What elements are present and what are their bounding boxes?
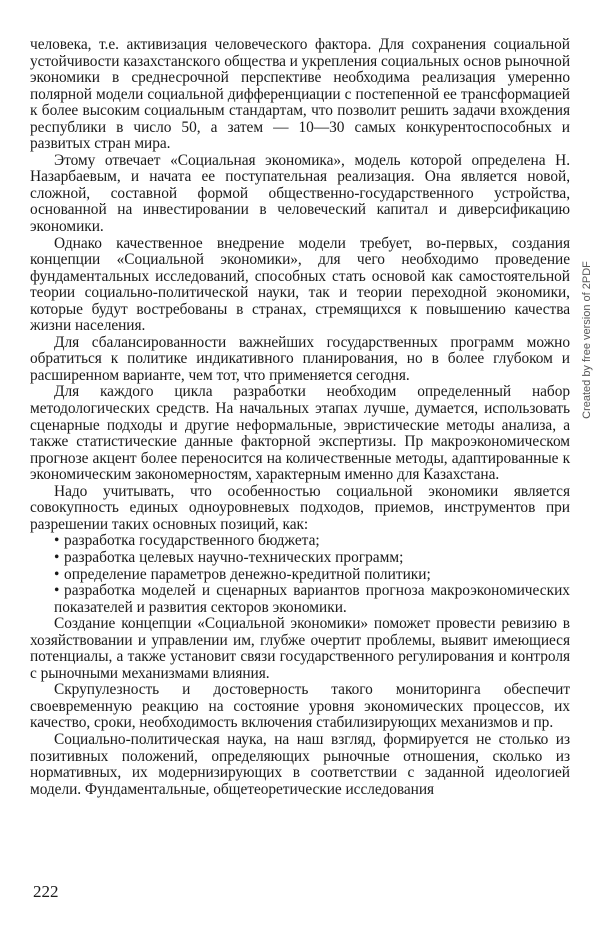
paragraph-5: Для каждого цикла разработки необходим определенный набор методологических средств. На начальных этапах лучше, думается, использовать сценарные подходы и другие неформальные, эвристические методы анализа, а также статистические данные факторной экспертизы. Пр макроэкономическом прогнозе акцент более переносится на количественные методы, адаптированные к экономическим закономерностям, характерным именно для Казахстана. (30, 383, 570, 484)
watermark (576, 230, 598, 450)
paragraph-4: Для сбалансированности важнейших государственных программ можно обратиться к политике индикативного планирования, но в более глубоком и расширенном варианте, чем тот, что применяется сегодня. (30, 333, 570, 384)
paragraph-6: Надо учитывать, что особенностью социальной экономики является совокупность единых одноуровневых подходов, приемов, инструментов при разрешении таких основных позиций, как: (30, 482, 570, 533)
bullet-icon: • (54, 582, 60, 600)
bullet-icon: • (54, 532, 60, 550)
bullet-item (30, 550, 570, 567)
paragraph-2: Этому отвечает «Социальная экономика», модель которой определена Н. Назарбаевым, и начата ее поступательная реализация. Она является новой, сложной, составной формой общественно-государственного устройства, основанной на инвестировании в человеческий капитал и диверсификацию экономики. (30, 151, 570, 236)
paragraph-8: Скрупулезность и достоверность такого мониторинга обеспечит своевременную реакцию на состояние уровня экономических процессов, их качество, сроки, необходимость включения стабилизирующих механизмов и пр. (30, 681, 570, 732)
bullet-item (30, 583, 570, 616)
bullet-item (30, 533, 570, 550)
page-body (30, 37, 570, 798)
bullet-list (30, 533, 570, 616)
bullet-item (30, 567, 570, 584)
bullet-text: разработка государственного бюджета; (64, 532, 320, 550)
bullet-text: разработка моделей и сценарных вариантов прогноза макроэкономических показателей и развития секторов экономики. (54, 582, 570, 616)
watermark-text: Created by free version of 2PDF (581, 261, 593, 419)
bullet-text: разработка целевых научно-технических программ; (64, 548, 404, 566)
page-number: 222 (33, 882, 59, 901)
paragraph-7: Создание концепции «Социальной экономики» поможет провести ревизию в хозяйствовании и управлении им, глубже очертит проблемы, выявит имеющиеся потенциалы, а также установит связи государственного регулирования и контроля с рыночными механизмами влияния. (30, 615, 570, 682)
paragraph-1: человека, т.е. активизация человеческого фактора. Для сохранения социальной устойчивости казахстанского общества и укрепления социальных основ рыночной экономики в среднесрочной перспективе необходима реализация умеренно полярной модели социальной дифференциации с постепенной ее трансформацией к более высоким социальным стандартам, что позволит решить задачи вхождения республики в число 50, а затем — 10—30 самых конкурентоспособных и развитых стран мира. (30, 36, 570, 153)
bullet-icon: • (54, 565, 60, 583)
bullet-text: определение параметров денежно-кредитной политики; (64, 565, 431, 583)
paragraph-9: Социально-политическая наука, на наш взгляд, формируется не столько из позитивных положений, определяющих рыночные отношения, сколько из нормативных, их модернизирующих в соответствии с заданной идеологией модели. Фундаментальные, общетеоретические исследования (30, 730, 570, 798)
bullet-icon: • (54, 548, 60, 566)
paragraph-3: Однако качественное внедрение модели требует, во-первых, создания концепции «Социальной экономики», для чего необходимо проведение фундаментальных исследований, способных стать основой как самостоятельной теории социально-политической науки, так и теории переходной экономики, которые будут востребованы в странах, стремящихся к повышению качества жизни населения. (30, 234, 570, 335)
